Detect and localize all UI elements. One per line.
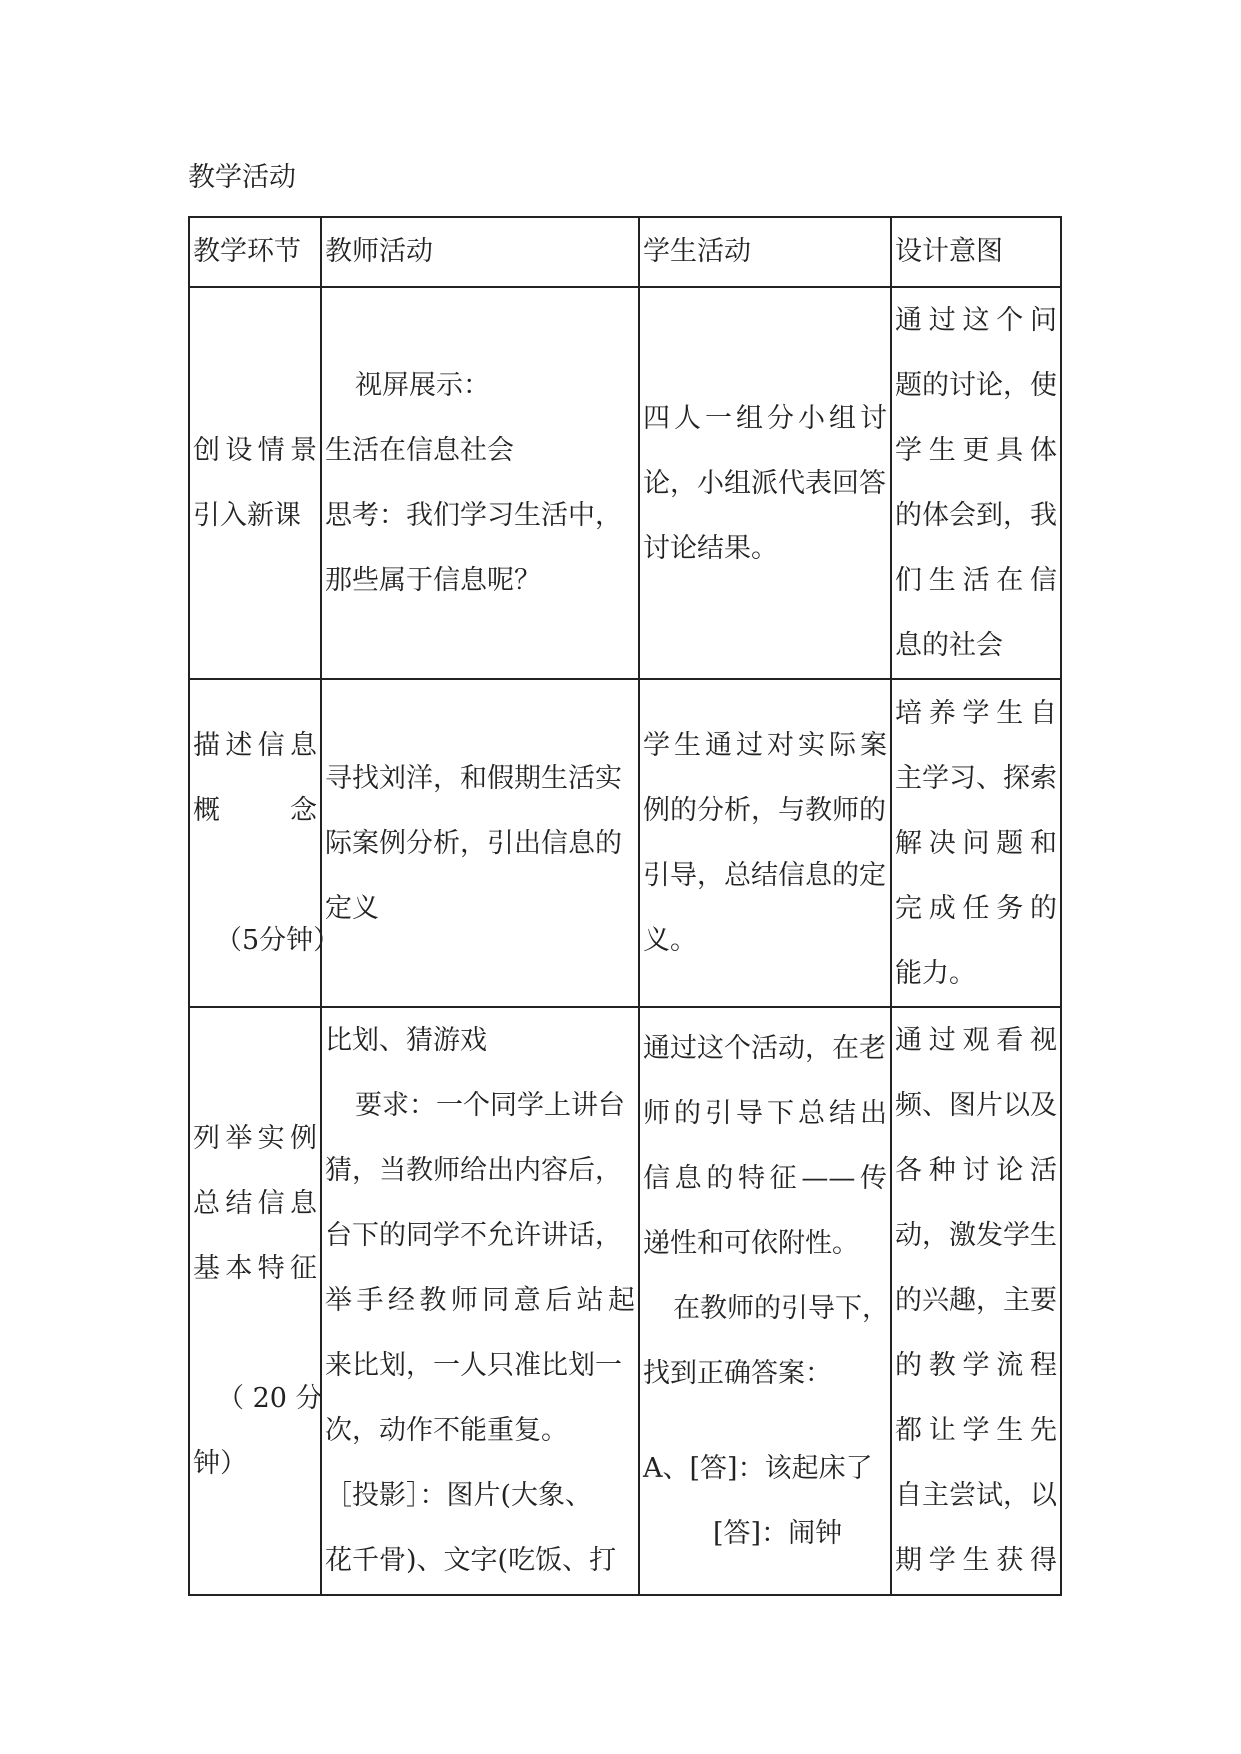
stage-word: 念 [290,795,317,826]
intent-line: 学生更具体 [895,435,1057,466]
teacher-line: 比划、猜游戏 [325,1025,487,1056]
intent-cell [891,287,1061,679]
teacher-line: 次，动作不能重复。 [325,1415,568,1446]
student-line: 引导，总结信息的定 [643,860,886,891]
intent-line: 能力。 [895,957,976,989]
lesson-activity-table [188,216,1062,1596]
teacher-line: 台下的同学不允许讲话， [325,1220,622,1251]
header-teacher-activity: 教师活动 [321,217,639,287]
table-row [189,679,1061,1007]
teacher-line: 思考：我们学习生活中， [325,500,622,531]
header-stage: 教学环节 [189,217,321,287]
intent-line: 通过这个问 [895,305,1057,336]
teacher-line: 际案例分析，引出信息的 [325,827,622,859]
intent-line: 自主尝试，以 [895,1480,1057,1511]
intent-line: 的兴趣，主要 [895,1285,1057,1316]
student-line: 信息的特征——传 [643,1163,887,1194]
teacher-cell [321,679,639,1007]
student-line: 论，小组派代表回答 [643,467,886,499]
student-line: 学生通过对实际案 [643,730,887,761]
stage-line: 总结信息 [193,1188,317,1219]
student-line: 师的引导下总结出 [643,1098,887,1129]
teacher-line: 定义 [325,892,379,924]
stage-duration: （5分钟） [215,925,341,956]
student-line: 义。 [643,925,697,956]
intent-cell [891,1007,1061,1595]
student-line: A、[答]：该起床了 [643,1453,873,1484]
student-line: 四人一组分小组讨 [643,402,887,434]
stage-word: 概 [193,795,220,826]
teacher-line: 寻找刘洋，和假期生活实 [325,762,622,794]
student-line: 例的分析，与教师的 [643,795,886,826]
stage-line: 描述信息 [193,730,317,761]
intent-line: 的教学流程 [895,1350,1057,1381]
teacher-line: ［投影］：图片(大象、 [325,1480,593,1511]
intent-line: 完成任务的 [895,892,1057,924]
intent-cell [891,679,1061,1007]
student-line: 讨论结果。 [643,532,778,564]
intent-line: 动，激发学生 [895,1220,1057,1251]
header-design-intent: 设计意图 [891,217,1061,287]
teacher-line: 来比划，一人只准比划一 [325,1350,622,1381]
stage-line: （ 20 分 [217,1383,323,1414]
intent-line: 的体会到，我 [895,500,1057,531]
student-cell [639,1007,891,1595]
intent-line: 频、图片以及 [895,1090,1057,1121]
table-header-row [189,217,1061,287]
intent-line: 们生活在信 [895,565,1057,596]
intent-line: 主学习、探索 [895,762,1057,794]
header-student-activity: 学生活动 [639,217,891,287]
teacher-line: 生活在信息社会 [325,435,514,466]
table-row [189,287,1061,679]
intent-line: 解决问题和 [895,827,1057,859]
intent-line: 期学生获得 [895,1545,1057,1576]
teacher-line: 要求：一个同学上讲台 [355,1090,625,1121]
stage-cell [189,287,321,679]
stage-line: 钟） [193,1448,247,1479]
student-line: 在教师的引导下， [673,1293,889,1324]
stage-line: 基本特征 [193,1253,317,1284]
student-line: [答]：闹钟 [713,1518,843,1549]
stage-line: 引入新课 [193,500,301,531]
teacher-line: 那些属于信息呢？ [325,565,541,596]
table-row [189,1007,1061,1595]
student-line: 通过这个活动，在老 [643,1033,886,1064]
intent-line: 培养学生自 [895,697,1057,729]
teacher-line: 猜，当教师给出内容后， [325,1155,622,1186]
stage-line: 创设情景 [193,435,317,466]
stage-cell [189,679,341,1007]
intent-line: 息的社会 [895,630,1003,661]
intent-line: 题的讨论，使 [895,370,1057,401]
page-heading: 教学活动 [188,162,296,193]
stage-line [193,778,317,843]
student-cell [639,287,891,679]
teacher-cell [321,1007,639,1595]
intent-line: 通过观看视 [895,1025,1057,1056]
teacher-cell [321,287,639,679]
teacher-line: 视屏展示： [355,370,490,401]
teacher-line: 花千骨)、文字(吃饭、打 [325,1545,617,1576]
student-cell [639,679,891,1007]
teacher-line: 举手经教师同意后站起 [325,1285,635,1316]
stage-cell [189,1007,321,1595]
student-line: 找到正确答案： [643,1358,832,1389]
intent-line: 都让学生先 [895,1415,1057,1446]
stage-line: 列举实例 [193,1123,317,1154]
intent-line: 各种讨论活 [895,1155,1057,1186]
student-line: 递性和可依附性。 [643,1228,859,1259]
